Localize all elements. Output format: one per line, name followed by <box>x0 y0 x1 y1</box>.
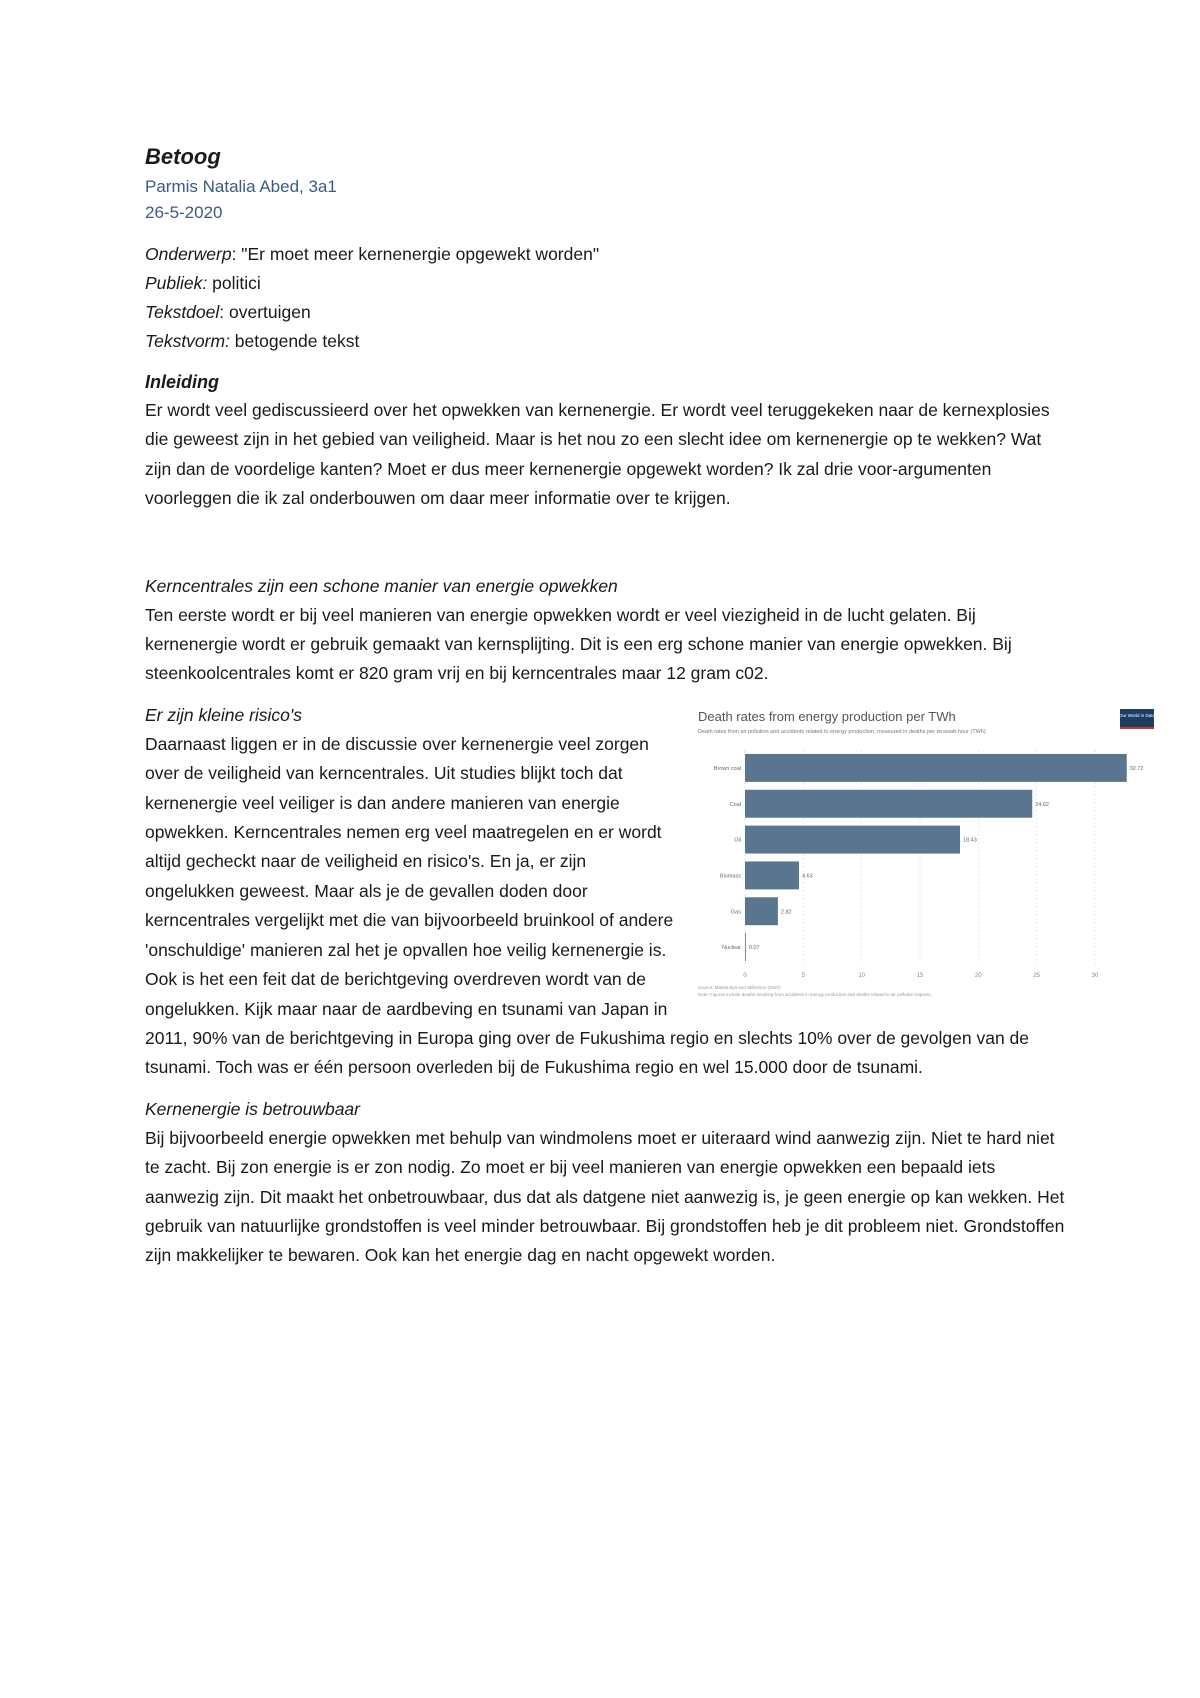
inleiding-text: Er wordt veel gediscussieerd over het opwekken van kernenergie. Er wordt veel teruggekeken naar de kernexplosies die geweest zijn in het gebied van veiligheid. Maar is het nou zo een slecht idee om kernenergie op te wekken? Wat zijn dan de voordelige kanten? Moet er dus meer kernenergie opgewekt worden? Ik zal drie voor-argumenten voorleggen die ik zal onderbouwen om daar meer informatie over te krijgen. <box>145 400 1050 509</box>
chart-source: Source: Markandya and Wilkinson (2007) <box>698 984 781 990</box>
inleiding-heading: Inleiding <box>145 372 219 392</box>
death-rates-chart <box>690 705 1160 1005</box>
argument3-heading: Kernenergie is betrouwbaar <box>145 1098 360 1119</box>
category-label: Nuclear <box>722 944 741 951</box>
value-label: 0.07 <box>748 944 760 951</box>
logo-box <box>1120 709 1154 729</box>
category-label: Coal <box>729 801 741 808</box>
x-tick-label: 10 <box>858 972 866 979</box>
bar <box>745 933 746 961</box>
logo-stripe <box>1120 727 1154 729</box>
document-title: Betoog <box>145 144 221 169</box>
author-line: Parmis Natalia Abed, 3a1 <box>145 177 337 196</box>
value-label: 4.63 <box>802 873 813 880</box>
x-tick-label: 30 <box>1091 972 1099 979</box>
meta-block <box>145 240 1065 356</box>
category-label: Gas <box>730 909 741 916</box>
argument2-section <box>145 701 1155 1083</box>
category-label: Oil <box>734 837 741 844</box>
category-label: Biomass <box>719 873 741 880</box>
argument2-text: Daarnaast liggen er in de discussie over kernenergie veel zorgen over de veiligheid van kerncentrales. Uit studies blijkt toch dat kernenergie veel veiliger is dan andere manieren van energie opwekken. Kerncentrales nemen erg veel maatregelen en er wordt altijd gecheckt naar de veiligheid en risico's. En ja, er zijn ongelukken geweest. Maar als je de gevallen doden door kerncentrales vergelijkt met die van bijvoorbeeld bruinkool of andere 'onschuldige' manieren zal het je opvallen hoe veilig kernenergie is. Ook is het een feit dat de berichtgeving overdreven wordt van de ongelukken. Kijk maar naar de aardbeving en tsunami van Japan in 2011, 90% van de berichtgeving in Europa ging over de Fukushima regio en slechts 10% over de gevolgen van de tsunami. Toch was er één persoon overleden bij de Fukushima regio en wel 15.000 door de tsunami. <box>145 733 1029 1078</box>
category-label: Brown coal <box>713 765 741 772</box>
bar <box>745 790 1032 818</box>
argument2-heading: Er zijn kleine risico's <box>145 704 302 725</box>
x-tick-label: 20 <box>974 972 982 979</box>
bar <box>745 825 960 853</box>
bar <box>745 754 1127 782</box>
bar <box>745 861 799 889</box>
x-tick-label: 5 <box>801 972 806 979</box>
argument1-text: Ten eerste wordt er bij veel manieren van energie opwekken wordt er veel viezigheid in de lucht gelaten. Bij kernenergie wordt er gebruik gemaakt van kernsplijting. Dit is een erg schone manier van energie opwekken. Bij steenkoolcentrales komt er 820 gram vrij en bij kerncentrales maar 12 gram c02. <box>145 604 1012 684</box>
bar <box>745 897 778 925</box>
meta-tekstvorm: Tekstvorm: betogende tekst <box>145 331 360 351</box>
document-page <box>145 140 1155 1271</box>
chart-note: Note: Figures include deaths resulting from accidents in energy production and deaths related to air pollution impacts. <box>698 991 932 997</box>
argument3-text: Bij bijvoorbeeld energie opwekken met behulp van windmolens moet er uiteraard wind aanwezig zijn. Niet te hard niet te zacht. Bij zon energie is er zon nodig. Zo moet er bij veel manieren van energie opwekken een bepaald iets aanwezig zijn. Dit maakt het onbetrouwbaar, dus dat als datgene niet aanwezig is, je geen energie op kan wekken. Het gebruik van natuurlijke grondstoffen is veel minder betrouwbaar. Bij grondstoffen heb je dit probleem niet. Grondstoffen zijn makkelijker te bewaren. Ook kan het energie dag en nacht opgewekt worden. <box>145 1127 1065 1266</box>
date-line: 26-5-2020 <box>145 203 223 222</box>
meta-onderwerp: Onderwerp: "Er moet meer kernenergie opgewekt worden" <box>145 244 600 264</box>
chart-subtitle: Death rates from air pollution and accidents related to energy production, measured in deaths per terawatt-hour (TWh) <box>698 728 986 735</box>
meta-tekstdoel: Tekstdoel: overtuigen <box>145 302 311 322</box>
value-label: 32.72 <box>1129 765 1144 772</box>
meta-publiek: Publiek: politici <box>145 273 261 293</box>
value-label: 24.62 <box>1035 801 1049 808</box>
value-label: 18.43 <box>963 837 977 844</box>
x-tick-label: 0 <box>743 972 747 979</box>
logo-text: Our World in Data <box>1119 712 1155 718</box>
chart-title: Death rates from energy production per TWh <box>698 708 956 724</box>
x-tick-label: 15 <box>916 972 924 979</box>
x-tick-label: 25 <box>1033 972 1041 979</box>
argument3-section <box>145 1095 1065 1271</box>
chart-svg <box>690 705 1160 1005</box>
value-label: 2.82 <box>780 909 792 916</box>
argument1-heading: Kerncentrales zijn een schone manier van energie opwekken <box>145 575 618 596</box>
